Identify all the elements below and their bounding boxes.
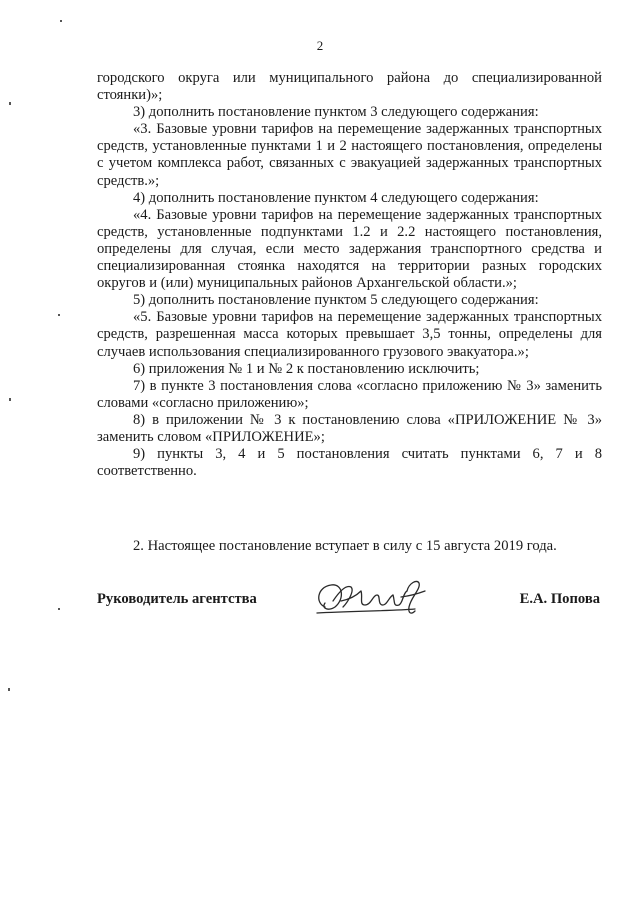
paragraph-item-8: 8) в приложении № 3 к постановлению слова «ПРИЛОЖЕНИЕ № 3» заменить словом «ПРИЛОЖЕНИЕ»;	[97, 411, 602, 445]
paragraph-quote-4: «4. Базовые уровни тарифов на перемещение задержанных транспортных средств, установленные подпунктами 1.2 и 2.2 настоящего постановления, определены для случая, если место задержания транспортного средства и специализированная стоянка находятся на территории разных городских округов и (или) муниципальных районов Архангельской области.»;	[97, 206, 602, 292]
paragraph-item-4: 4) дополнить постановление пунктом 4 следующего содержания:	[133, 189, 539, 206]
final-clause: 2. Настоящее постановление вступает в силу с 15 августа 2019 года.	[133, 538, 557, 554]
scan-mark	[9, 102, 11, 105]
signatory-name: Е.А. Попова	[519, 591, 600, 607]
signatory-title: Руководитель агентства	[97, 591, 257, 607]
scan-mark	[58, 608, 60, 610]
handwritten-signature	[311, 577, 431, 619]
document-body	[97, 70, 602, 480]
scan-mark	[9, 398, 11, 401]
scan-mark	[60, 20, 62, 22]
paragraph-item-7: 7) в пункте 3 постановления слова «согласно приложению № 3» заменить словами «согласно приложению»;	[97, 377, 602, 411]
scan-mark	[58, 314, 60, 316]
signature-block	[97, 589, 602, 619]
paragraph-quote-3: «3. Базовые уровни тарифов на перемещение задержанных транспортных средств, установленные пунктами 1 и 2 настоящего постановления, определены с учетом комплекса работ, связанных с эвакуацией задержанных транспортных средств.»;	[97, 121, 602, 189]
page-number: 2	[316, 38, 324, 53]
scan-mark	[8, 688, 10, 691]
paragraph-item-6: 6) приложения № 1 и № 2 к постановлению исключить;	[133, 360, 480, 377]
paragraph-quote-5: «5. Базовые уровни тарифов на перемещение задержанных транспортных средств, разрешенная масса которых превышает 3,5 тонны, определены для случаев использования специализированного грузового эвакуатора.»;	[97, 309, 602, 360]
paragraph-continuation: городского округа или муниципального района до специализированной стоянки)»;	[97, 70, 602, 104]
paragraph-item-3: 3) дополнить постановление пунктом 3 следующего содержания:	[133, 104, 539, 121]
paragraph-item-9: 9) пункты 3, 4 и 5 постановления считать пунктами 6, 7 и 8 соответственно.	[97, 446, 602, 480]
paragraph-item-5: 5) дополнить постановление пунктом 5 следующего содержания:	[133, 292, 539, 309]
